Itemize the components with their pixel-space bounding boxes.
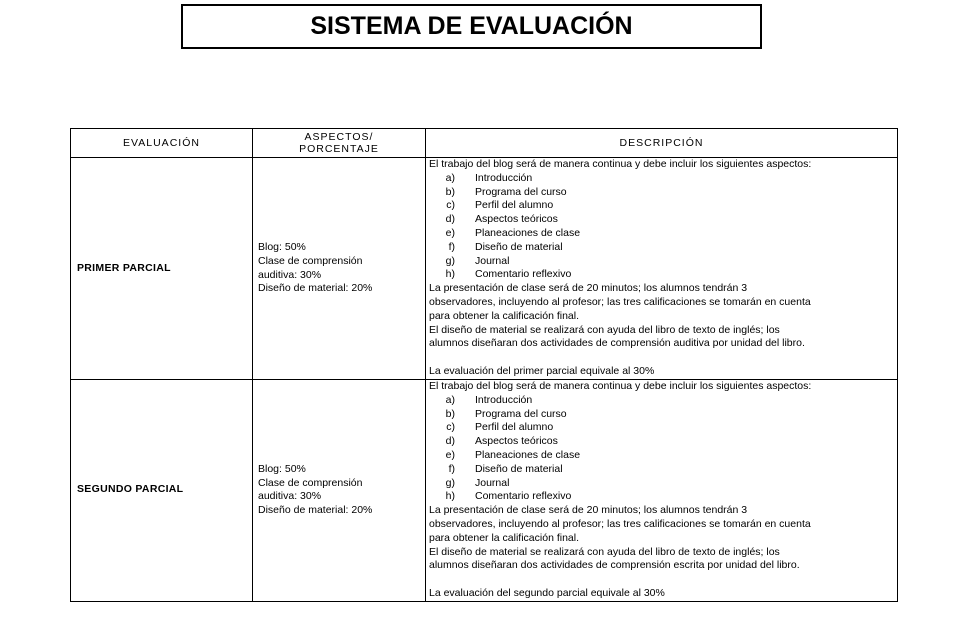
list-item-marker: h) — [445, 490, 455, 503]
table-row — [71, 380, 898, 602]
list-item — [429, 449, 894, 463]
header-evaluacion: EVALUACIÓN — [71, 129, 253, 158]
list-item-marker: c) — [446, 199, 455, 212]
list-item-marker: h) — [445, 268, 455, 281]
header-aspectos-line1: ASPECTOS/ — [304, 131, 374, 143]
list-item-text: Programa del curso — [475, 185, 567, 198]
evaluation-period-cell: SEGUNDO PARCIAL — [71, 380, 253, 602]
list-item — [429, 213, 894, 227]
description-detail-line: La presentación de clase será de 20 minutos; los alumnos tendrán 3 — [429, 504, 748, 517]
page-title: SISTEMA DE EVALUACIÓN — [310, 12, 633, 40]
aspect-line: Diseño de material: 20% — [258, 282, 373, 295]
description-intro: El trabajo del blog será de manera continua y debe incluir los siguientes aspectos: — [429, 380, 812, 392]
list-item — [429, 477, 894, 491]
list-item-text: Diseño de material — [475, 240, 563, 253]
aspects-list — [429, 172, 894, 282]
list-item-text: Introducción — [475, 393, 533, 406]
aspect-line: Blog: 50% — [258, 240, 306, 253]
list-item-text: Diseño de material — [475, 462, 563, 475]
header-aspectos — [253, 129, 426, 158]
description-footer: La evaluación del segundo parcial equivale al 30% — [429, 586, 665, 599]
list-item-text: Aspectos teóricos — [475, 213, 558, 226]
blank-line — [429, 351, 894, 365]
list-item-marker: e) — [445, 448, 455, 461]
list-item — [429, 241, 894, 255]
blank-line — [429, 573, 894, 587]
title-box — [181, 4, 762, 49]
list-item-marker: b) — [445, 185, 455, 198]
evaluation-table — [70, 128, 898, 602]
list-item-text: Aspectos teóricos — [475, 435, 558, 448]
list-item-text: Journal — [475, 254, 510, 267]
list-item-marker: g) — [445, 476, 455, 489]
list-item-text: Planeaciones de clase — [475, 448, 581, 461]
table-row — [71, 158, 898, 380]
aspect-line: auditiva: 30% — [258, 268, 322, 281]
description-detail-line: para obtener la calificación final. — [429, 309, 580, 322]
list-item — [429, 421, 894, 435]
list-item-marker: f) — [448, 462, 455, 475]
aspect-line: Clase de comprensión — [258, 254, 363, 267]
list-item-marker: d) — [445, 435, 455, 448]
list-item-marker: e) — [445, 226, 455, 239]
aspects-list — [429, 394, 894, 504]
list-item-marker: c) — [446, 421, 455, 434]
list-item — [429, 408, 894, 422]
list-item-text: Perfil del alumno — [475, 421, 554, 434]
list-item-text: Journal — [475, 476, 510, 489]
list-item-text: Comentario reflexivo — [475, 490, 572, 503]
description-detail-line: La presentación de clase será de 20 minutos; los alumnos tendrán 3 — [429, 282, 748, 295]
evaluation-period-cell: PRIMER PARCIAL — [71, 158, 253, 380]
description-detail-line: para obtener la calificación final. — [429, 531, 580, 544]
aspect-line: Clase de comprensión — [258, 476, 363, 489]
list-item — [429, 268, 894, 282]
description-intro: El trabajo del blog será de manera continua y debe incluir los siguientes aspectos: — [429, 158, 812, 170]
list-item-text: Introducción — [475, 171, 533, 184]
header-aspectos-line2: PORCENTAJE — [299, 143, 379, 155]
list-item-marker: b) — [445, 407, 455, 420]
list-item-text: Comentario reflexivo — [475, 268, 572, 281]
description-cell — [426, 380, 898, 602]
aspects-cell — [253, 380, 426, 602]
description-detail-line: alumnos diseñaran dos actividades de comprensión auditiva por unidad del libro. — [429, 337, 805, 350]
list-item — [429, 186, 894, 200]
list-item — [429, 255, 894, 269]
description-detail-line: observadores, incluyendo al profesor; las tres calificaciones se tomarán en cuenta — [429, 517, 811, 530]
description-detail-line: El diseño de material se realizará con ayuda del libro de texto de inglés; los — [429, 545, 780, 558]
description-detail-line: observadores, incluyendo al profesor; las tres calificaciones se tomarán en cuenta — [429, 295, 811, 308]
description-detail-line: alumnos diseñaran dos actividades de comprensión escrita por unidad del libro. — [429, 559, 800, 572]
list-item — [429, 394, 894, 408]
aspect-line: Diseño de material: 20% — [258, 504, 373, 517]
list-item — [429, 199, 894, 213]
list-item-marker: g) — [445, 254, 455, 267]
header-descripcion: DESCRIPCIÓN — [426, 129, 898, 158]
aspect-line: auditiva: 30% — [258, 490, 322, 503]
list-item — [429, 227, 894, 241]
list-item — [429, 435, 894, 449]
list-item-text: Programa del curso — [475, 407, 567, 420]
list-item — [429, 463, 894, 477]
list-item — [429, 490, 894, 504]
description-footer: La evaluación del primer parcial equivale al 30% — [429, 364, 655, 377]
list-item-marker: a) — [445, 171, 455, 184]
list-item-text: Planeaciones de clase — [475, 226, 581, 239]
list-item-text: Perfil del alumno — [475, 199, 554, 212]
list-item — [429, 172, 894, 186]
description-detail-line: El diseño de material se realizará con ayuda del libro de texto de inglés; los — [429, 323, 780, 336]
aspect-line: Blog: 50% — [258, 462, 306, 475]
list-item-marker: f) — [448, 240, 455, 253]
list-item-marker: a) — [445, 393, 455, 406]
aspects-cell — [253, 158, 426, 380]
description-cell — [426, 158, 898, 380]
table-header-row — [71, 129, 898, 158]
list-item-marker: d) — [445, 213, 455, 226]
